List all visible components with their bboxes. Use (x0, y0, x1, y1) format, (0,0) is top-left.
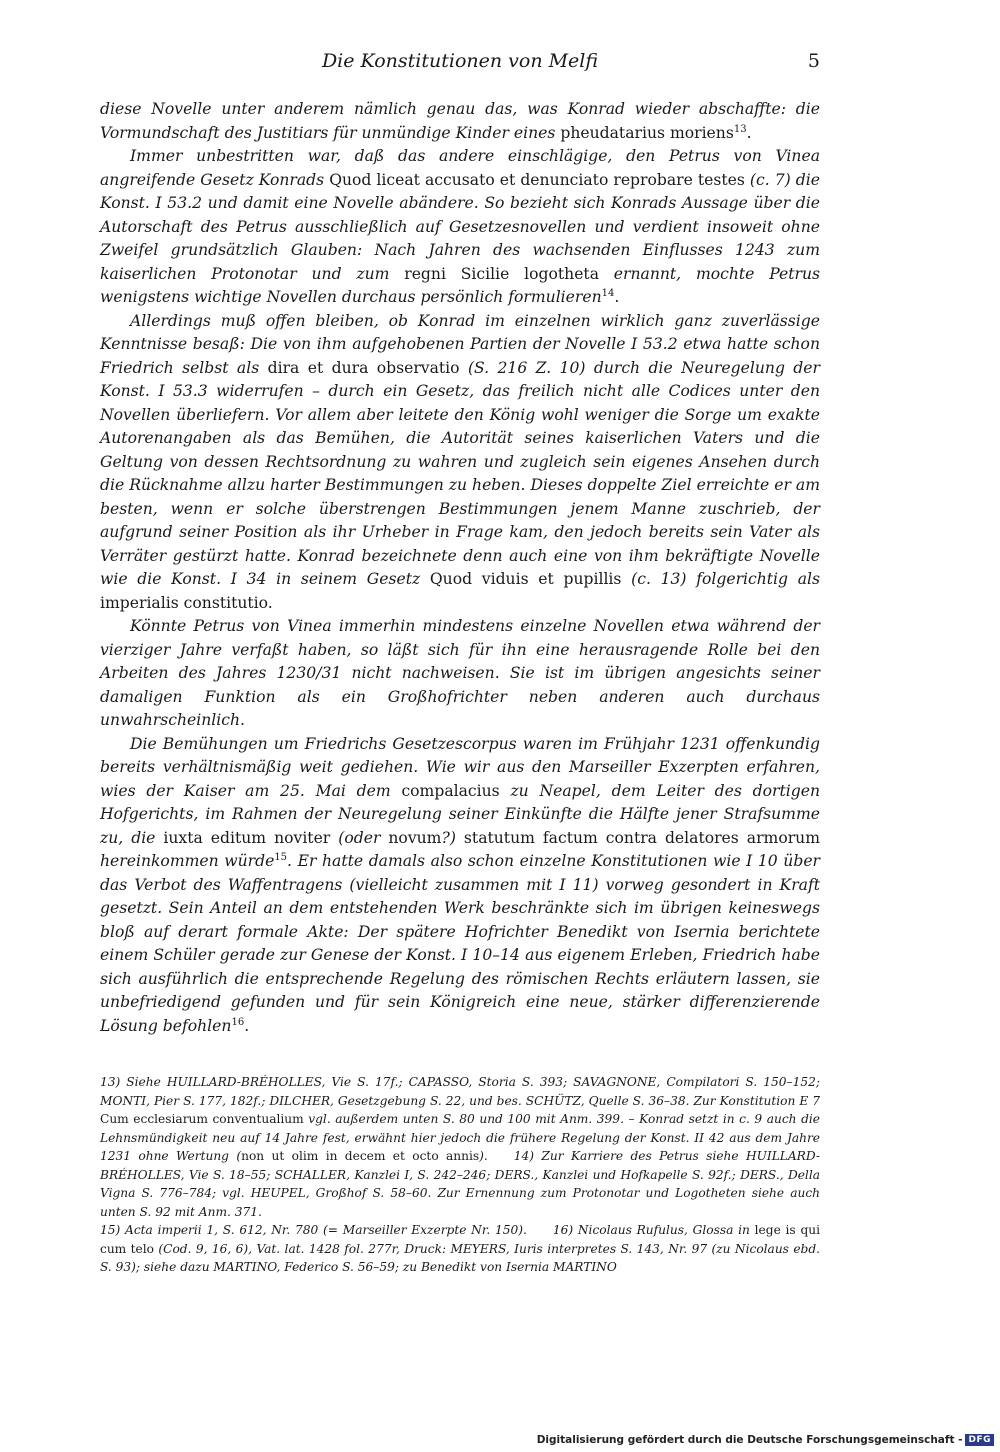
footnote-ref-15: 15 (274, 851, 288, 863)
paragraph-4: Könnte Petrus von Vinea immerhin mindestens einzelne Novellen etwa während der vierziger Jahre verfaßt haben, so läßt sich für ihn eine herausragende Rolle bei den Arbeiten des Jahres 1230/31 nicht nachweisen. Sie ist im übrigen angesichts seiner damaligen Funktion als ein Großhofrichter neben anderen auch durchaus unwahrscheinlich. (100, 617, 820, 729)
p1-end: . (746, 123, 752, 142)
funding-text: Digitalisierung gefördert durch die Deutsche Forschungsgemeinschaft - (536, 1434, 963, 1446)
footnotes (100, 1073, 820, 1277)
p5-text-d: ?) (441, 828, 464, 847)
fn13-text-b: vgl. außerdem unten S. 80 und 100 mit Anm. 399. – Konrad setzt in c. 9 auch die Lehnsmündigkeit neu auf 14 Jahre fest, erwähnt hier jedoch die frühere Regelung der Konst. II 42 aus dem Jahre 1231 ohne Wertung ( (100, 1112, 820, 1163)
p5-text-e: hereinkommen würde (100, 852, 275, 870)
p3-latin-b: dura observatio (331, 358, 460, 377)
fn13-latin-a: Cum ecclesiarum conventualium (100, 1112, 304, 1126)
footnote-ref-14: 14 (601, 287, 615, 299)
fn16-text-a: 16) Nicolaus Rufulus, Glossa in (552, 1223, 755, 1237)
footnotes-15-16 (100, 1221, 820, 1277)
p1-latin: pheudatarius moriens (560, 123, 734, 142)
p3-latin-a: dira (267, 358, 300, 377)
page-number: 5 (807, 50, 820, 72)
p5-text-b: zu Neapel, dem Leiter des dortigen Hofgerichts, im Rahmen der Neuregelung seiner Einkünfte die Hälfte jener Strafsumme zu, die (100, 781, 820, 847)
p5-text-f: . Er hatte damals also schon einzelne Konstitutionen wie I 10 über das Verbot des Waffentragens (vielleicht zusammen mit I 11) vorweg gesondert in Kraft gesetzt. Sein Anteil an dem entstehenden Werk beschränkte sich im übrigen keineswegs bloß auf derart formale Akte: Der spätere Hofrichter Benedikt von Isernia berichtete einem Schüler gerade zur Genese der Konst. I 10–14 aus eigenem Erleben, Friedrich habe sich ausführlich die entsprechende Regelung des römischen Rechts erläutern lassen, sie unbefriedigend gefunden und für sein Königreich eine neue, stärker differenzierende Lösung befohlen (100, 852, 820, 1035)
fn16-text-b: (Cod. 9, 16, 6), Vat. lat. 1428 fol. 277r, Druck: MEYERS, Iuris interpretes S. 143, Nr. 97 (zu Nicolaus ebd. S. 93); siehe dazu MARTINO, Federico S. 56–59; zu Benedikt von Isernia MARTINO (100, 1241, 821, 1274)
p5-text-a: Die Bemühungen um Friedrichs Gesetzescorpus waren im Frühjahr 1231 offenkundig bereits verhältnismäßig weit gediehen. Wie wir aus den Marseiller Exzerpten erfahren, wies der Kaiser am 25. Mai dem (100, 734, 820, 800)
p5-latin-d: statutum factum contra delatores armorum (463, 828, 820, 847)
paragraph-3 (100, 310, 820, 616)
p3-text-c: (c. 13) folgerichtig als (621, 570, 820, 588)
p2-latin-b: regni Sicilie logotheta (404, 264, 599, 283)
p5-end: . (244, 1016, 250, 1035)
fn13-end: ). (479, 1149, 488, 1163)
dfg-funding-notice (537, 1434, 994, 1446)
p3-text-b: (S. 216 Z. 10) durch die Neuregelung der Konst. I 53.3 widerrufen – durch ein Gesetz, das freilich nicht alle Codices unter den Novellen überliefern. Vor allem aber leitete den König wohl weniger die Sorge um exakte Autorenangaben als das Bemühen, die Autorität seines kaiserlichen Vaters und die Geltung von dessen Rechtsordnung zu wahren und zugleich sein eigenes Ansehen durch die Rücknahme allzu harter Bestimmungen zu heben. Dieses doppelte Ziel erreichte er am besten, wenn er solche überstrengen Bestimmungen jenem Manne zuschrieb, der aufgrund seiner Position als ihr Urheber in Frage kam, den jedoch bereits sein Vater als Verräter gestürzt hatte. Konrad bezeichnete denn auch eine von ihm bekräftigte Novelle wie die Konst. I 34 in seinem Gesetz (100, 358, 820, 588)
p3-latin-c: Quod viduis et pupillis (429, 570, 622, 588)
p3-end: . (267, 593, 273, 612)
p5-latin-c: novum (388, 828, 442, 847)
body-text (100, 98, 820, 1038)
footnote-ref-13: 13 (733, 123, 747, 135)
paragraph-5 (100, 733, 820, 1039)
dfg-logo: DFG (965, 1434, 994, 1446)
p2-text-b: (c. 7) die Konst. I 53.2 und damit eine Novelle abändere. So bezieht sich Konrads Aussage über die Autorschaft des Petrus ausschließlich auf Gesetzesnovellen und verdient insoweit ohne Zweifel grundsätzlich Glauben: Nach Jahren des wachsenden Einflusses 1243 zum kaiserlichen Protonotar und zum (100, 170, 820, 283)
page-header (100, 50, 820, 80)
p3-text-a: Allerdings muß offen bleiben, ob Konrad im einzelnen wirklich ganz zuverlässige Kenntnisse besaß: Die von ihm aufgehobenen Partien der Novelle I 53.2 etwa hatte schon Friedrich selbst als (100, 311, 820, 377)
p5-text-c: (oder (330, 828, 389, 847)
footnote-13 (100, 1073, 820, 1221)
p5-latin-a: compalacius (401, 781, 500, 800)
fn13-text-a: 13) Siehe HUILLARD-BRÉHOLLES, Vie S. 17f.; CAPASSO, Storia S. 393; SAVAGNONE, Compilatori S. 150–152; MONTI, Pier S. 177, 182f.; DILCHER, Gesetzgebung S. 22, und bes. SCHÜTZ, Quelle S. 36–38. Zur Konstitution E 7 (100, 1075, 820, 1108)
p3-latin-join: et (299, 358, 332, 377)
p3-latin-d: imperialis constitutio (100, 593, 268, 612)
p2-end: . (614, 288, 620, 306)
fn16-latin: lege is qui cum telo (100, 1223, 820, 1256)
p2-text-a: Immer unbestritten war, daß das andere einschlägige, den Petrus von Vinea angreifende Gesetz Konrads (100, 147, 820, 189)
p2-text-c: ernannt, mochte Petrus wenigstens wichtige Novellen durchaus persönlich formulieren (100, 264, 820, 306)
fn13-latin-b: non ut olim in decem et octo annis (241, 1149, 480, 1163)
p5-latin-b: iuxta editum noviter (163, 828, 331, 847)
footnote-ref-16: 16 (231, 1016, 245, 1028)
p2-latin-a: Quod liceat accusato et denunciato reprobare testes (329, 170, 745, 189)
footnote-14: 14) Zur Karriere des Petrus siehe HUILLARD-BRÉHOLLES, Vie S. 18–55; SCHALLER, Kanzlei I, S. 242–246; DERS., Kanzlei und Hofkapelle S. 92f.; DERS., Della Vigna S. 776–784; vgl. HEUPEL, Großhof S. 58–60. Zur Ernennung zum Protonotar und Logotheten siehe auch unten S. 92 mit Anm. 371. (100, 1149, 820, 1219)
paragraph-1 (100, 98, 820, 145)
running-title: Die Konstitutionen von Melfi (321, 50, 599, 72)
footnote-15: 15) Acta imperii 1, S. 612, Nr. 780 (= Marseiller Exzerpte Nr. 150). (100, 1223, 527, 1237)
p1-text: diese Novelle unter anderem nämlich genau das, was Konrad wieder abschaffte: die Vormundschaft des Justitiars für unmündige Kinder eines (100, 100, 820, 142)
paragraph-2 (100, 145, 820, 310)
